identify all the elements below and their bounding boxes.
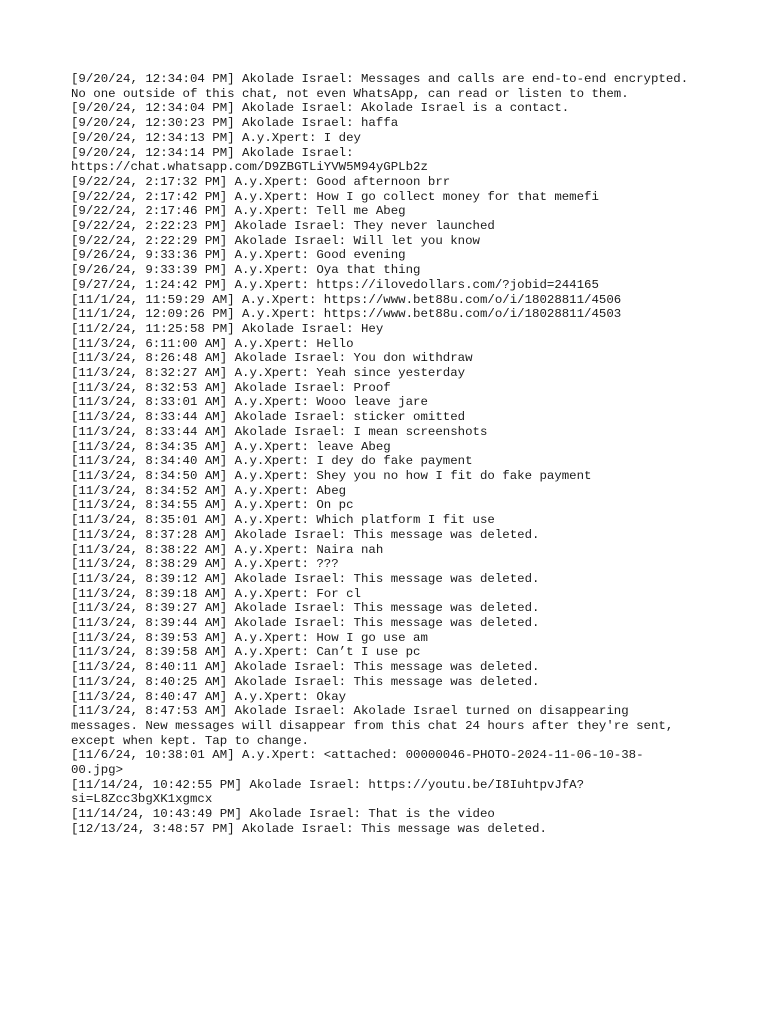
chat-log-line: [11/14/24, 10:43:49 PM] Akolade Israel: That is the video [71,807,495,822]
chat-log-line: [11/3/24, 8:39:53 AM] A.y.Xpert: How I go use am [71,630,428,645]
chat-log-line: [9/20/24, 12:34:13 PM] A.y.Xpert: I dey [71,130,361,145]
chat-log-line: [11/3/24, 8:33:01 AM] A.y.Xpert: Wooo leave jare [71,395,428,410]
chat-log-line: [11/3/24, 8:34:55 AM] A.y.Xpert: On pc [71,498,354,513]
chat-log-line: [11/3/24, 8:32:27 AM] A.y.Xpert: Yeah since yesterday [71,366,466,381]
chat-log-line: [11/2/24, 11:25:58 PM] Akolade Israel: Hey [71,321,384,336]
chat-log-line: [11/14/24, 10:42:55 PM] Akolade Israel: https://youtu.be/I8IuhtpvJfA? [71,777,585,792]
chat-log-line: [11/3/24, 8:26:48 AM] Akolade Israel: You don withdraw [71,351,473,366]
chat-log-line: [11/3/24, 8:34:52 AM] A.y.Xpert: Abeg [71,483,347,498]
chat-log-line: [11/3/24, 8:39:18 AM] A.y.Xpert: For cl [71,586,361,601]
chat-log-line: [11/3/24, 8:40:11 AM] Akolade Israel: This message was deleted. [71,660,540,675]
chat-log-line: [11/3/24, 8:38:22 AM] A.y.Xpert: Naira nah [71,542,384,557]
chat-log-line: messages. New messages will disappear from this chat 24 hours after they're sent, [71,718,674,733]
chat-log-line: [11/3/24, 8:34:35 AM] A.y.Xpert: leave Abeg [71,439,391,454]
chat-log-line: [9/20/24, 12:34:04 PM] Akolade Israel: Akolade Israel is a contact. [71,101,570,116]
chat-log-line: [9/26/24, 9:33:39 PM] A.y.Xpert: Oya that thing [71,263,421,278]
chat-log-line: [11/1/24, 12:09:26 PM] A.y.Xpert: https://www.bet88u.com/o/i/18028811/4503 [71,307,622,322]
chat-log-line: [11/3/24, 8:33:44 AM] Akolade Israel: sticker omitted [71,410,466,425]
chat-log-line: [11/3/24, 8:34:50 AM] A.y.Xpert: Shey you no how I fit do fake payment [71,468,592,483]
chat-log-line: [11/3/24, 8:39:44 AM] Akolade Israel: This message was deleted. [71,616,540,631]
chat-log-line: [11/3/24, 8:35:01 AM] A.y.Xpert: Which platform I fit use [71,513,495,528]
chat-log-line: [9/20/24, 12:30:23 PM] Akolade Israel: haffa [71,116,399,131]
chat-log-line: [11/3/24, 8:47:53 AM] Akolade Israel: Akolade Israel turned on disappearing [71,704,629,719]
chat-log-line: [11/3/24, 8:40:25 AM] Akolade Israel: This message was deleted. [71,674,540,689]
chat-log-line: https://chat.whatsapp.com/D9ZBGTLiYVW5M94yGPLb2z [71,160,428,175]
chat-log-line: No one outside of this chat, not even WhatsApp, can read or listen to them. [71,86,629,101]
chat-log-line: [9/27/24, 1:24:42 PM] A.y.Xpert: https://ilovedollars.com/?jobid=244165 [71,277,599,292]
chat-log-line: si=L8Zcc3bgXK1xgmcx [71,792,213,807]
chat-log-line: [9/22/24, 2:17:46 PM] A.y.Xpert: Tell me Abeg [71,204,406,219]
chat-log-line: 00.jpg> [71,763,124,778]
chat-log-line: [11/3/24, 8:32:53 AM] Akolade Israel: Proof [71,380,391,395]
chat-log-line: [11/3/24, 8:37:28 AM] Akolade Israel: This message was deleted. [71,527,540,542]
chat-log-line: [9/22/24, 2:22:23 PM] Akolade Israel: They never launched [71,219,495,234]
chat-log-line: [12/13/24, 3:48:57 PM] Akolade Israel: This message was deleted. [71,821,547,836]
chat-log-line: [9/26/24, 9:33:36 PM] A.y.Xpert: Good evening [71,248,406,263]
chat-log-line: [11/3/24, 8:38:29 AM] A.y.Xpert: ??? [71,557,339,572]
chat-log-line: [11/1/24, 11:59:29 AM] A.y.Xpert: https://www.bet88u.com/o/i/18028811/4506 [71,292,622,307]
chat-log-line: [9/22/24, 2:17:32 PM] A.y.Xpert: Good afternoon brr [71,174,451,189]
chat-log-line: [11/3/24, 6:11:00 AM] A.y.Xpert: Hello [71,336,354,351]
chat-log-line: [11/6/24, 10:38:01 AM] A.y.Xpert: <attached: 00000046-PHOTO-2024-11-06-10-38- [71,748,644,763]
chat-log-line: [11/3/24, 8:33:44 AM] Akolade Israel: I mean screenshots [71,424,488,439]
chat-log-text [71,72,711,837]
chat-log-line: [11/3/24, 8:39:58 AM] A.y.Xpert: Can’t I use pc [71,645,421,660]
chat-log-line: [11/3/24, 8:39:27 AM] Akolade Israel: This message was deleted. [71,601,540,616]
chat-log-line: [9/22/24, 2:17:42 PM] A.y.Xpert: How I go collect money for that memefi [71,189,599,204]
chat-log-line: [9/22/24, 2:22:29 PM] Akolade Israel: Will let you know [71,233,480,248]
chat-log-line: [9/20/24, 12:34:14 PM] Akolade Israel: [71,145,354,160]
chat-log-line: [11/3/24, 8:40:47 AM] A.y.Xpert: Okay [71,689,347,704]
chat-log-line: [9/20/24, 12:34:04 PM] Akolade Israel: Messages and calls are end-to-end encrypted. [71,72,689,86]
chat-log-line: [11/3/24, 8:39:12 AM] Akolade Israel: This message was deleted. [71,571,540,586]
chat-log-line: [11/3/24, 8:34:40 AM] A.y.Xpert: I dey do fake payment [71,454,473,469]
chat-log-line: except when kept. Tap to change. [71,733,309,748]
